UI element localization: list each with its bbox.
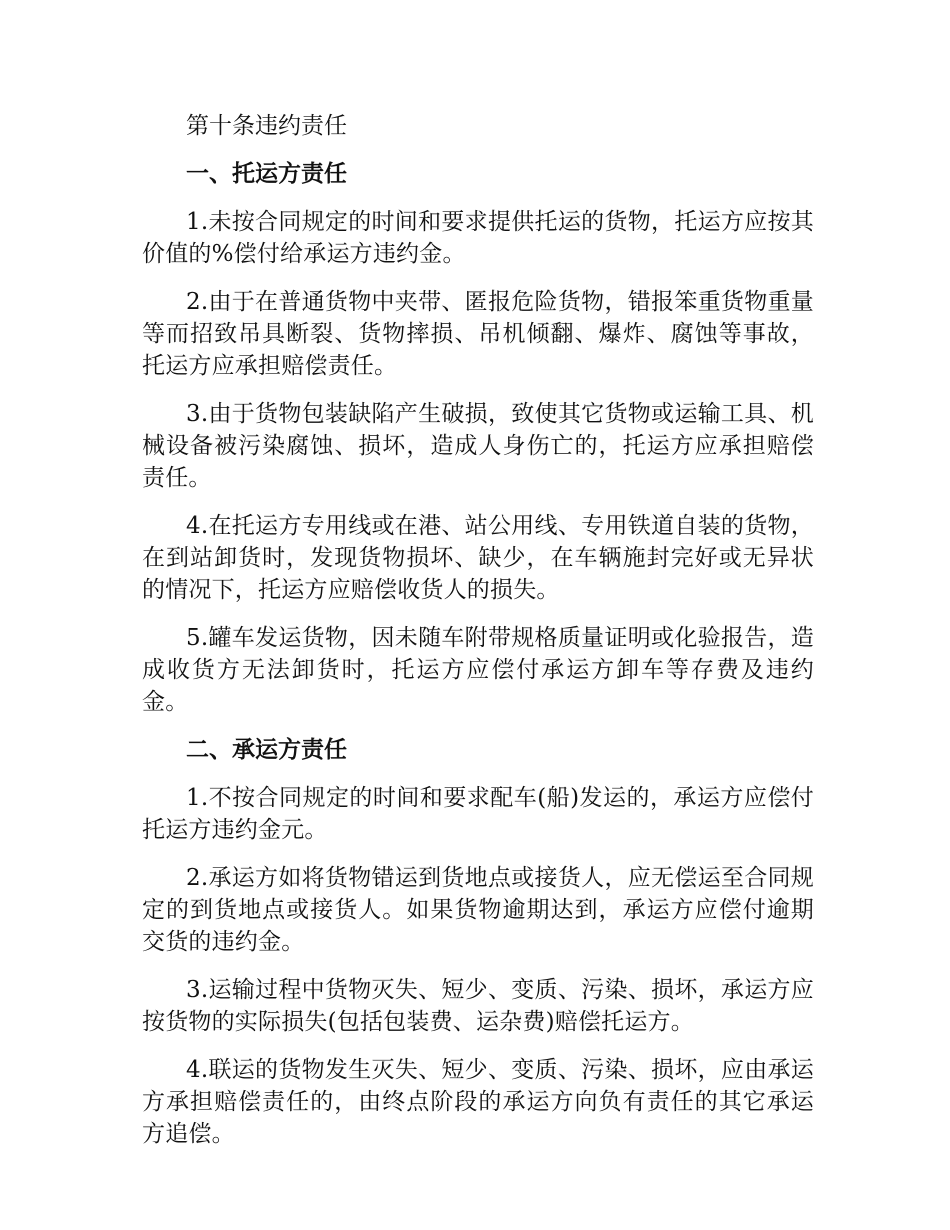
shipper-clause-2: 2.由于在普通货物中夹带、匿报危险货物，错报笨重货物重量等而招致吊具断裂、货物摔损、吊机倾翻、爆炸、腐蚀等事故，托运方应承担赔偿责任。: [142, 289, 814, 379]
shipper-clause-3: 3.由于货物包装缺陷产生破损，致使其它货物或运输工具、机械设备被污染腐蚀、损坏，造成人身伤亡的，托运方应承担赔偿责任。: [142, 401, 814, 491]
shipper-clause-5: 5.罐车发运货物，因未随车附带规格质量证明或化验报告，造成收货方无法卸货时，托运方应偿付承运方卸车等存费及违约金。: [142, 625, 814, 715]
carrier-clause-4: 4.联运的货物发生灭失、短少、变质、污染、损坏，应由承运方承担赔偿责任的，由终点阶段的承运方向负有责任的其它承运方追偿。: [142, 1057, 814, 1147]
carrier-clause-3: 3.运输过程中货物灭失、短少、变质、污染、损坏，承运方应按货物的实际损失(包括包装费、运杂费)赔偿托运方。: [142, 977, 814, 1035]
document-page: [142, 110, 814, 1166]
article-title: 第十条违约责任: [186, 113, 347, 139]
carrier-clause-2: 2.承运方如将货物错运到货地点或接货人，应无偿运至合同规定的到货地点或接货人。如果货物逾期达到，承运方应偿付逾期交货的违约金。: [142, 865, 814, 955]
shipper-clause-4: 4.在托运方专用线或在港、站公用线、专用铁道自装的货物，在到站卸货时，发现货物损坏、缺少，在车辆施封完好或无异状的情况下，托运方应赔偿收货人的损失。: [142, 513, 814, 603]
carrier-clause-1: 1.不按合同规定的时间和要求配车(船)发运的，承运方应偿付托运方违约金元。: [142, 785, 814, 843]
section-heading-shipper: 一、托运方责任: [186, 160, 347, 187]
section-heading-carrier: 二、承运方责任: [186, 736, 347, 763]
shipper-clause-1: 1.未按合同规定的时间和要求提供托运的货物，托运方应按其价值的%偿付给承运方违约金。: [142, 209, 814, 267]
